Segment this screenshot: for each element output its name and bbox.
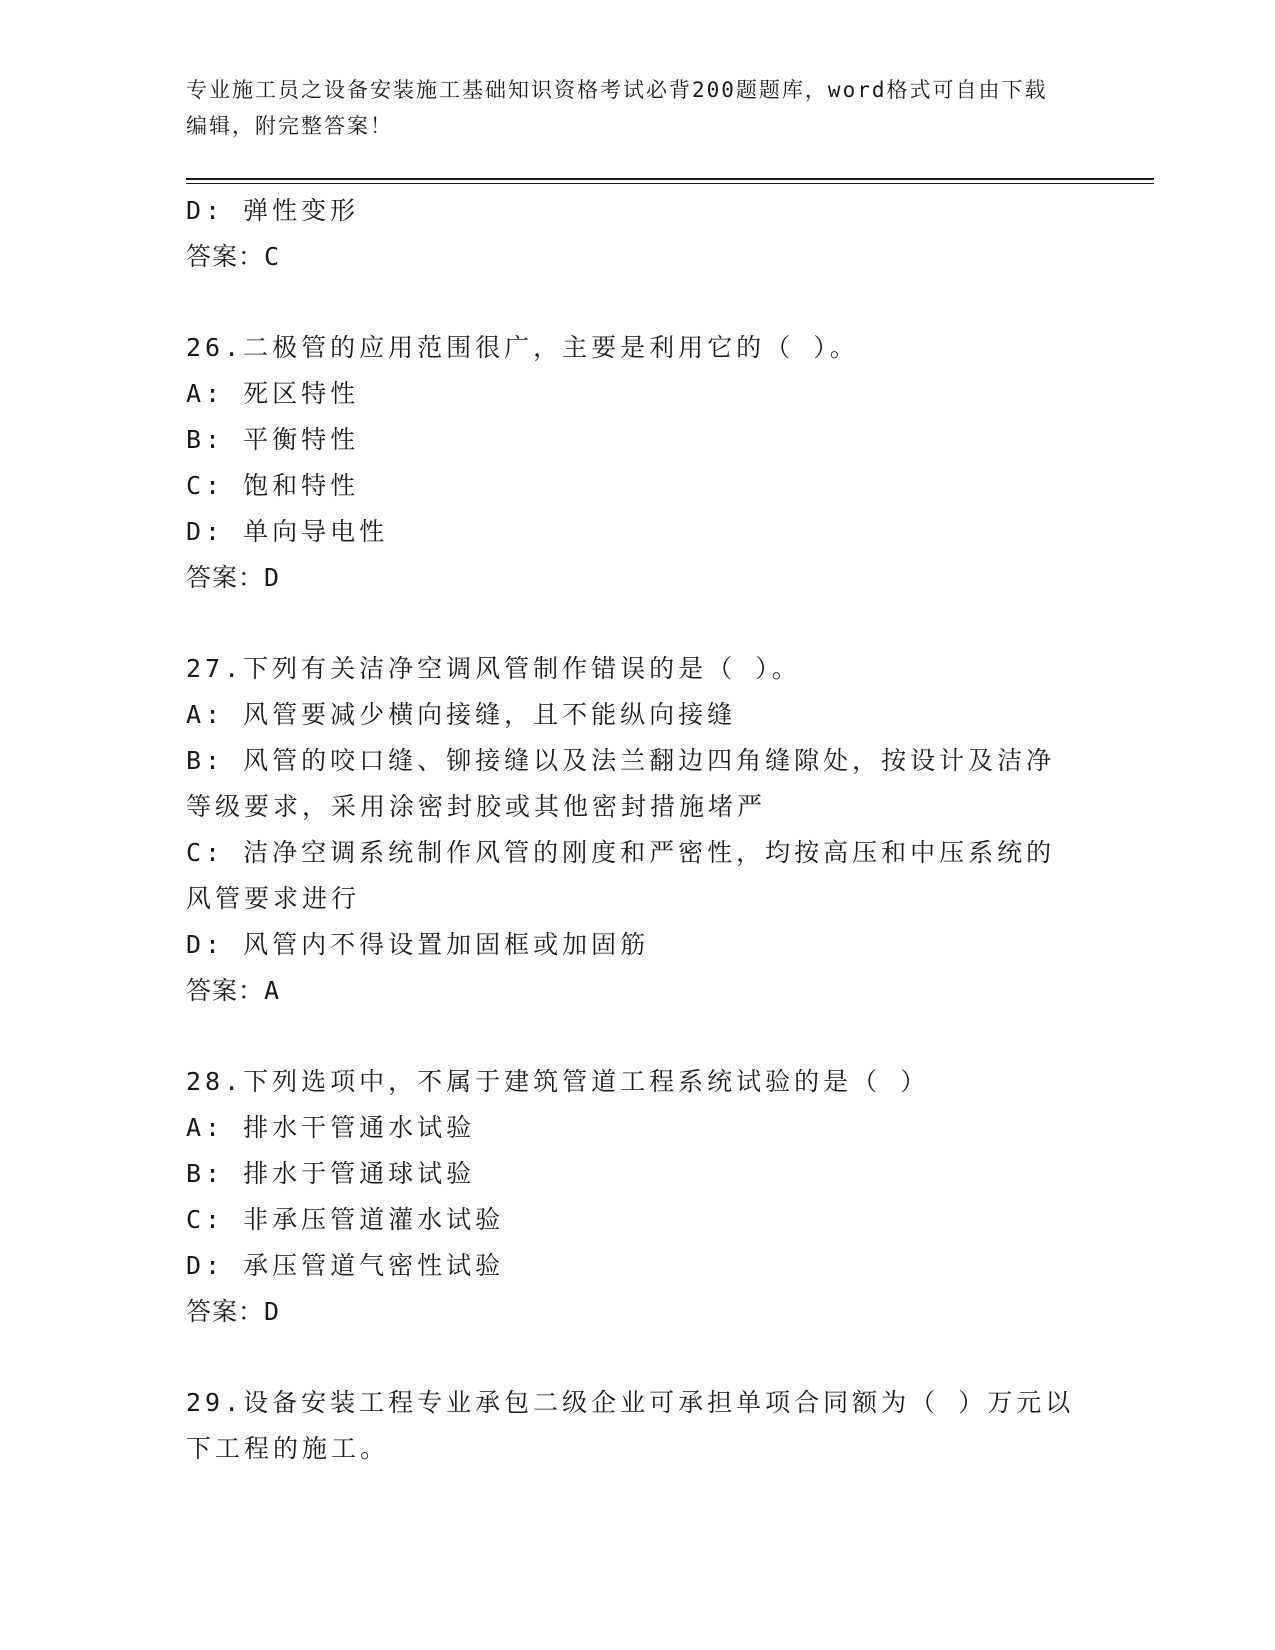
- option-item: D: 单向导电性: [186, 517, 389, 546]
- option-item: C: 洁净空调系统制作风管的刚度和严密性，均按高压和中压系统的风管要求进行: [186, 838, 1056, 913]
- question-stem: 28.下列选项中，不属于建筑管道工程系统试验的是（ ）: [186, 1067, 930, 1096]
- answer-line: 答案：A: [186, 976, 281, 1005]
- option-item: D: 风管内不得设置加固框或加固筋: [186, 930, 650, 959]
- option-item: B: 排水于管通球试验: [186, 1159, 476, 1188]
- question-28: [186, 1059, 1076, 1335]
- question-gap: [186, 1335, 1076, 1380]
- option-item: C: 非承压管道灌水试验: [186, 1205, 505, 1234]
- header-rule-thick: [186, 178, 1154, 180]
- header-title: 专业施工员之设备安装施工基础知识资格考试必背200题题库，word格式可自由下载编辑，附完整答案！: [186, 78, 1048, 138]
- question-stem: 29.设备安装工程专业承包二级企业可承担单项合同额为（ ）万元以下工程的施工。: [186, 1388, 1075, 1463]
- answer-line: 答案：D: [186, 1297, 281, 1326]
- option-item: D: 承压管道气密性试验: [186, 1251, 505, 1280]
- question-gap: [186, 280, 1076, 325]
- option-item: B: 平衡特性: [186, 425, 360, 454]
- option-item: A: 死区特性: [186, 379, 360, 408]
- header-rule-thin: [186, 183, 1154, 184]
- option-item: D: 弹性变形: [186, 196, 360, 225]
- option-item: B: 风管的咬口缝、铆接缝以及法兰翻边四角缝隙处，按设计及洁净等级要求，采用涂密封胶或其他密封措施堵严: [186, 746, 1056, 821]
- option-item: C: 饱和特性: [186, 471, 360, 500]
- option-item: A: 排水干管通水试验: [186, 1113, 476, 1142]
- question-stem: 27.下列有关洁净空调风管制作错误的是（ ）。: [186, 654, 801, 683]
- option-item: A: 风管要减少横向接缝，且不能纵向接缝: [186, 700, 737, 729]
- question-29: [186, 1380, 1076, 1472]
- document-body: [186, 188, 1076, 1472]
- question-stem: 26.二极管的应用范围很广，主要是利用它的（ ）。: [186, 333, 859, 362]
- answer-line: 答案：C: [186, 242, 281, 271]
- document-header: [186, 72, 1066, 144]
- question-27: [186, 646, 1076, 1014]
- question-gap: [186, 601, 1076, 646]
- answer-line: 答案：D: [186, 563, 281, 592]
- question-gap: [186, 1014, 1076, 1059]
- question-26: [186, 325, 1076, 601]
